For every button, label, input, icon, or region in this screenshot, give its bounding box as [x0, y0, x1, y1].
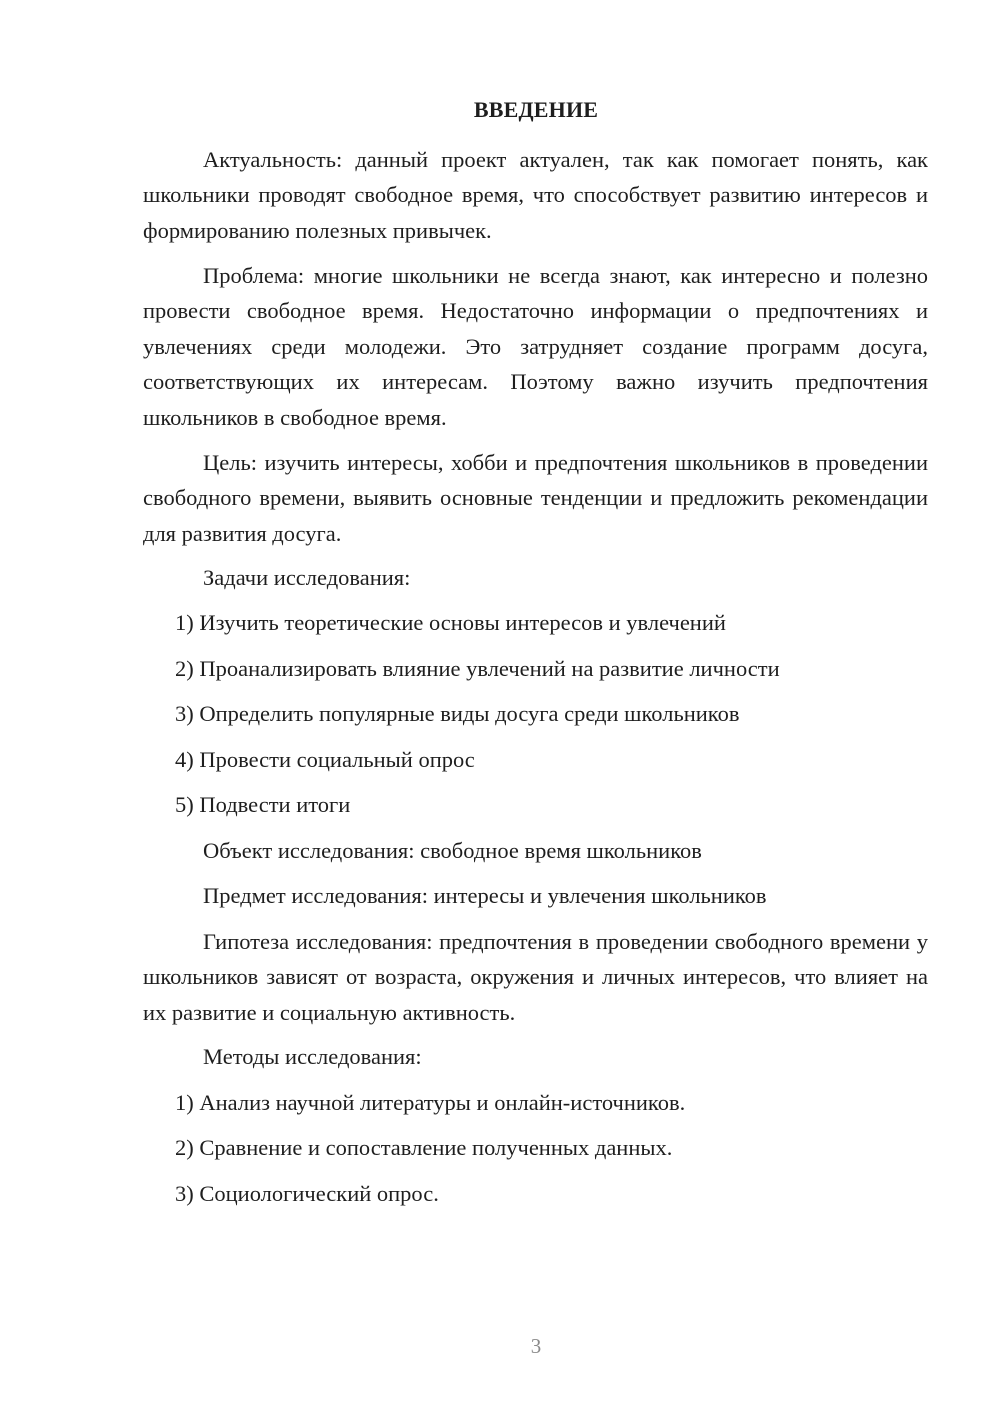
hypothesis-paragraph: Гипотеза исследования: предпочтения в проведении свободного времени у школьников зависят от возраста, окружения и личных интересов, что влияет на их развитие и социальную активность. — [143, 929, 928, 1025]
task-item: 4) Провести социальный опрос — [175, 747, 475, 772]
task-item: 2) Проанализировать влияние увлечений на развитие личности — [175, 656, 780, 681]
relevance-paragraph: Актуальность: данный проект актуален, так как помогает понять, как школьники проводят свободное время, что способствует развитию интересов и формированию полезных привычек. — [143, 147, 928, 243]
method-item: 1) Анализ научной литературы и онлайн-источников. — [175, 1090, 686, 1115]
page-number: 3 — [530, 1334, 542, 1358]
page-title: ВВЕДЕНИЕ — [473, 97, 599, 122]
subject-line: Предмет исследования: интересы и увлечения школьников — [203, 883, 767, 908]
goal-paragraph: Цель: изучить интересы, хобби и предпочтения школьников в проведении свободного времени, выявить основные тенденции и предложить рекомендации для развития досуга. — [143, 450, 928, 546]
method-item: 3) Социологический опрос. — [175, 1181, 439, 1206]
tasks-heading: Задачи исследования: — [203, 565, 411, 590]
task-item: 5) Подвести итоги — [175, 792, 351, 817]
task-item: 3) Определить популярные виды досуга среди школьников — [175, 701, 740, 726]
object-line: Объект исследования: свободное время школьников — [203, 838, 702, 863]
methods-heading: Методы исследования: — [203, 1044, 422, 1069]
problem-paragraph: Проблема: многие школьники не всегда знают, как интересно и полезно провести свободное время. Недостаточно информации о предпочтениях и увлечениях среди молодежи. Это затрудняет создание программ досуга, соответствующих их интересам. Поэтому важно изучить предпочтения школьников в свободное время. — [143, 263, 928, 430]
task-item: 1) Изучить теоретические основы интересов и увлечений — [175, 610, 726, 635]
method-item: 2) Сравнение и сопоставление полученных данных. — [175, 1135, 673, 1160]
